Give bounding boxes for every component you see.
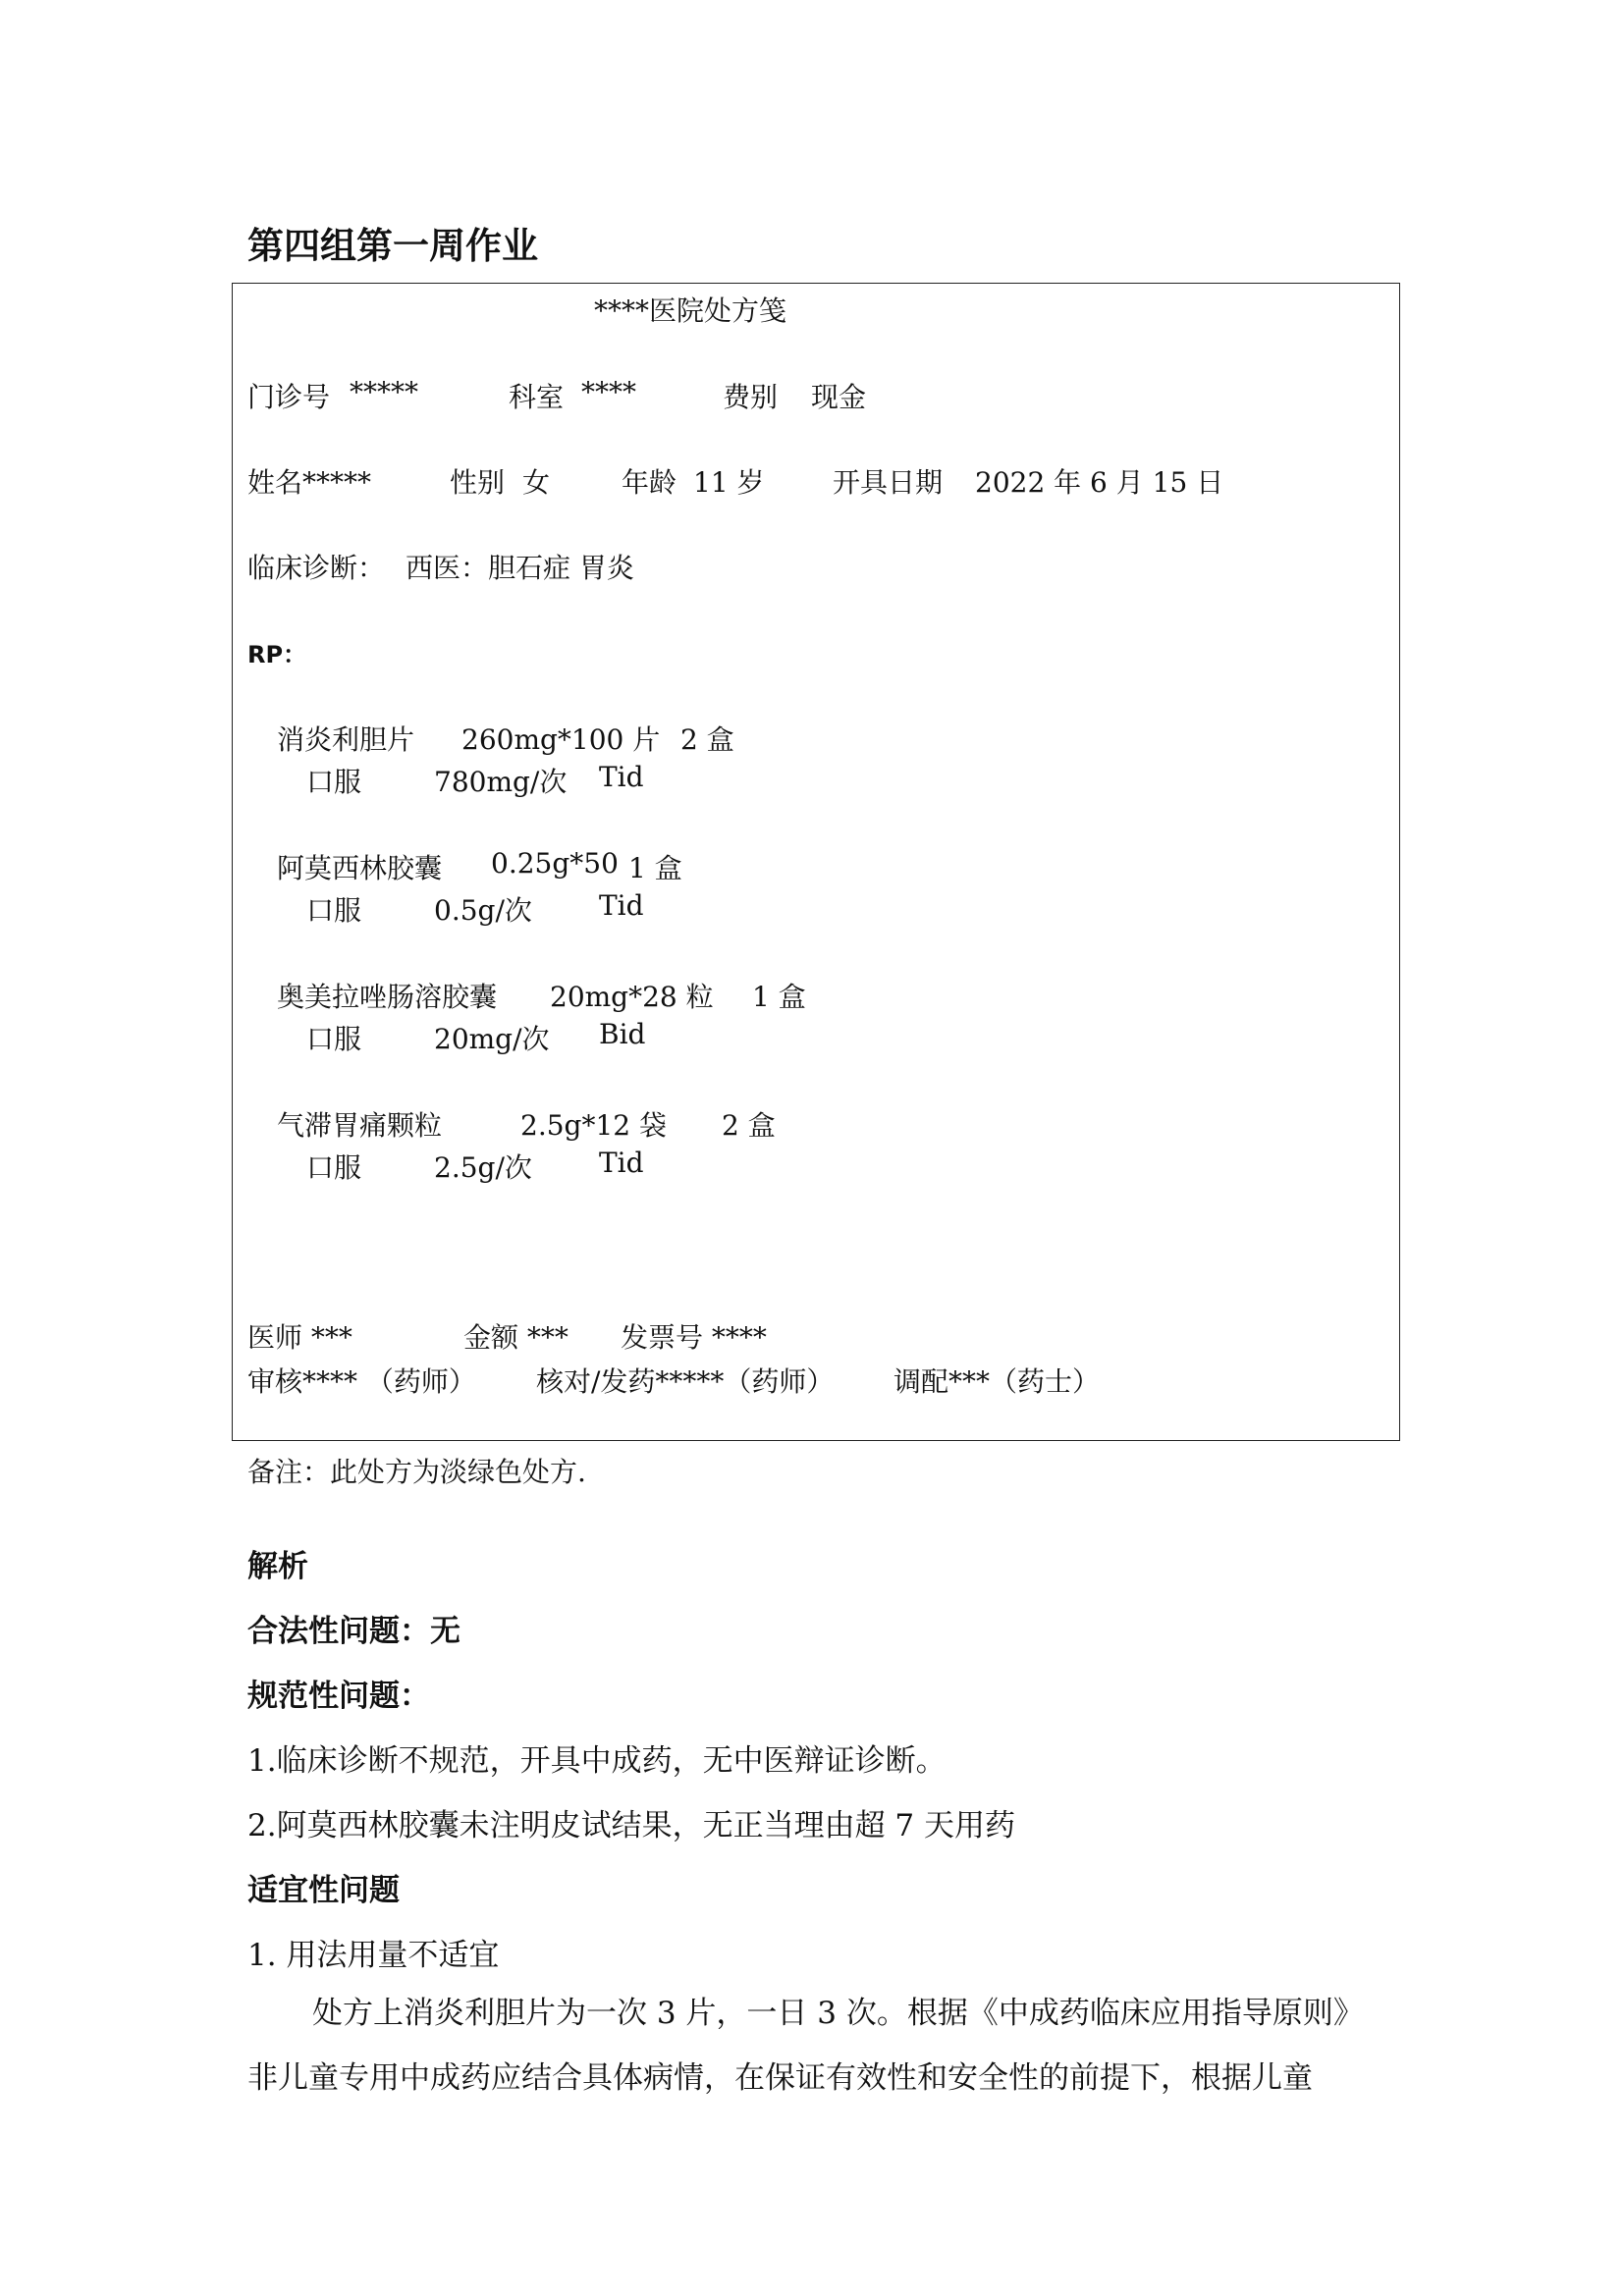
drug-qty: 2 盒 <box>722 1109 776 1142</box>
doctor-field: 医师 *** <box>247 1321 352 1354</box>
drug-name: 消炎利胆片 <box>277 723 415 756</box>
date-value: 2022 年 6 月 15 日 <box>975 466 1224 499</box>
drug-frequency: Bid <box>599 1018 646 1050</box>
drug-route: 口服 <box>306 766 362 798</box>
dept-label: 科室 <box>509 381 565 413</box>
drug-dose: 20mg/次 <box>434 1023 550 1055</box>
outpatient-value: ***** <box>350 376 418 408</box>
diagnosis-value: 西医：胆石症 胃炎 <box>406 552 634 584</box>
standard-item: 2.阿莫西林胶囊未注明皮试结果，无正当理由超 7 天用药 <box>247 1808 1016 1843</box>
dept-value: **** <box>581 376 636 408</box>
analysis-paragraph: 处方上消炎利胆片为一次 3 片，一日 3 次。根据《中成药临床应用指导原则》非儿童专用中成药应结合具体病情，在保证有效性和安全性的前提下，根据儿童 <box>247 1996 1364 2096</box>
drug-dose: 780mg/次 <box>434 766 568 798</box>
rp-label: RP： <box>247 641 307 668</box>
sex-label: 性别 <box>450 466 506 499</box>
standard-item: 1.临床诊断不规范，开具中成药，无中医辩证诊断。 <box>247 1743 947 1779</box>
drug-frequency: Tid <box>599 889 644 922</box>
page-title: 第四组第一周作业 <box>247 225 538 267</box>
diagnosis-label: 临床诊断： <box>247 552 386 584</box>
prescription-header: ****医院处方笺 <box>594 294 787 327</box>
drug-spec: 20mg*28 粒 <box>550 981 714 1013</box>
drug-spec: 2.5g*12 袋 <box>520 1109 667 1142</box>
fee-value: 现金 <box>811 381 867 413</box>
drug-name: 阿莫西林胶囊 <box>277 852 443 884</box>
drug-route: 口服 <box>306 894 362 927</box>
legality-heading: 合法性问题：无 <box>247 1614 460 1649</box>
review-field: 审核**** （药师） <box>247 1365 476 1398</box>
drug-name: 奥美拉唑肠溶胶囊 <box>277 981 498 1013</box>
invoice-field: 发票号 **** <box>621 1321 767 1354</box>
suitability-item: 1. 用法用量不适宜 <box>247 1938 500 1973</box>
drug-dose: 0.5g/次 <box>434 894 532 927</box>
analysis-heading: 解析 <box>247 1549 308 1584</box>
drug-name: 气滞胃痛颗粒 <box>277 1109 443 1142</box>
dispense-field: 核对/发药*****（药师） <box>536 1365 835 1398</box>
amount-field: 金额 *** <box>463 1321 568 1354</box>
date-label: 开具日期 <box>833 466 944 499</box>
outpatient-label: 门诊号 <box>247 381 331 413</box>
drug-route: 口服 <box>306 1151 362 1184</box>
suitability-heading: 适宜性问题 <box>247 1873 400 1908</box>
fee-label: 费别 <box>723 381 779 413</box>
drug-route: 口服 <box>306 1023 362 1055</box>
drug-qty: 1 盒 <box>752 981 806 1013</box>
drug-dose: 2.5g/次 <box>434 1151 532 1184</box>
sex-value: 女 <box>522 466 551 499</box>
drug-frequency: Tid <box>599 1147 644 1179</box>
age-label: 年龄 <box>622 466 677 499</box>
age-value: 11 岁 <box>693 466 765 499</box>
note-text: 备注：此处方为淡绿色处方. <box>247 1456 586 1488</box>
patient-name: 姓名***** <box>247 466 372 499</box>
drug-spec: 260mg*100 片 <box>461 723 661 756</box>
prepare-field: 调配***（药士） <box>893 1365 1101 1398</box>
drug-spec: 0.25g*50 <box>491 847 619 880</box>
standard-heading: 规范性问题： <box>247 1679 430 1714</box>
drug-qty: 1 盒 <box>628 852 682 884</box>
drug-frequency: Tid <box>599 761 644 793</box>
drug-qty: 2 盒 <box>680 723 734 756</box>
